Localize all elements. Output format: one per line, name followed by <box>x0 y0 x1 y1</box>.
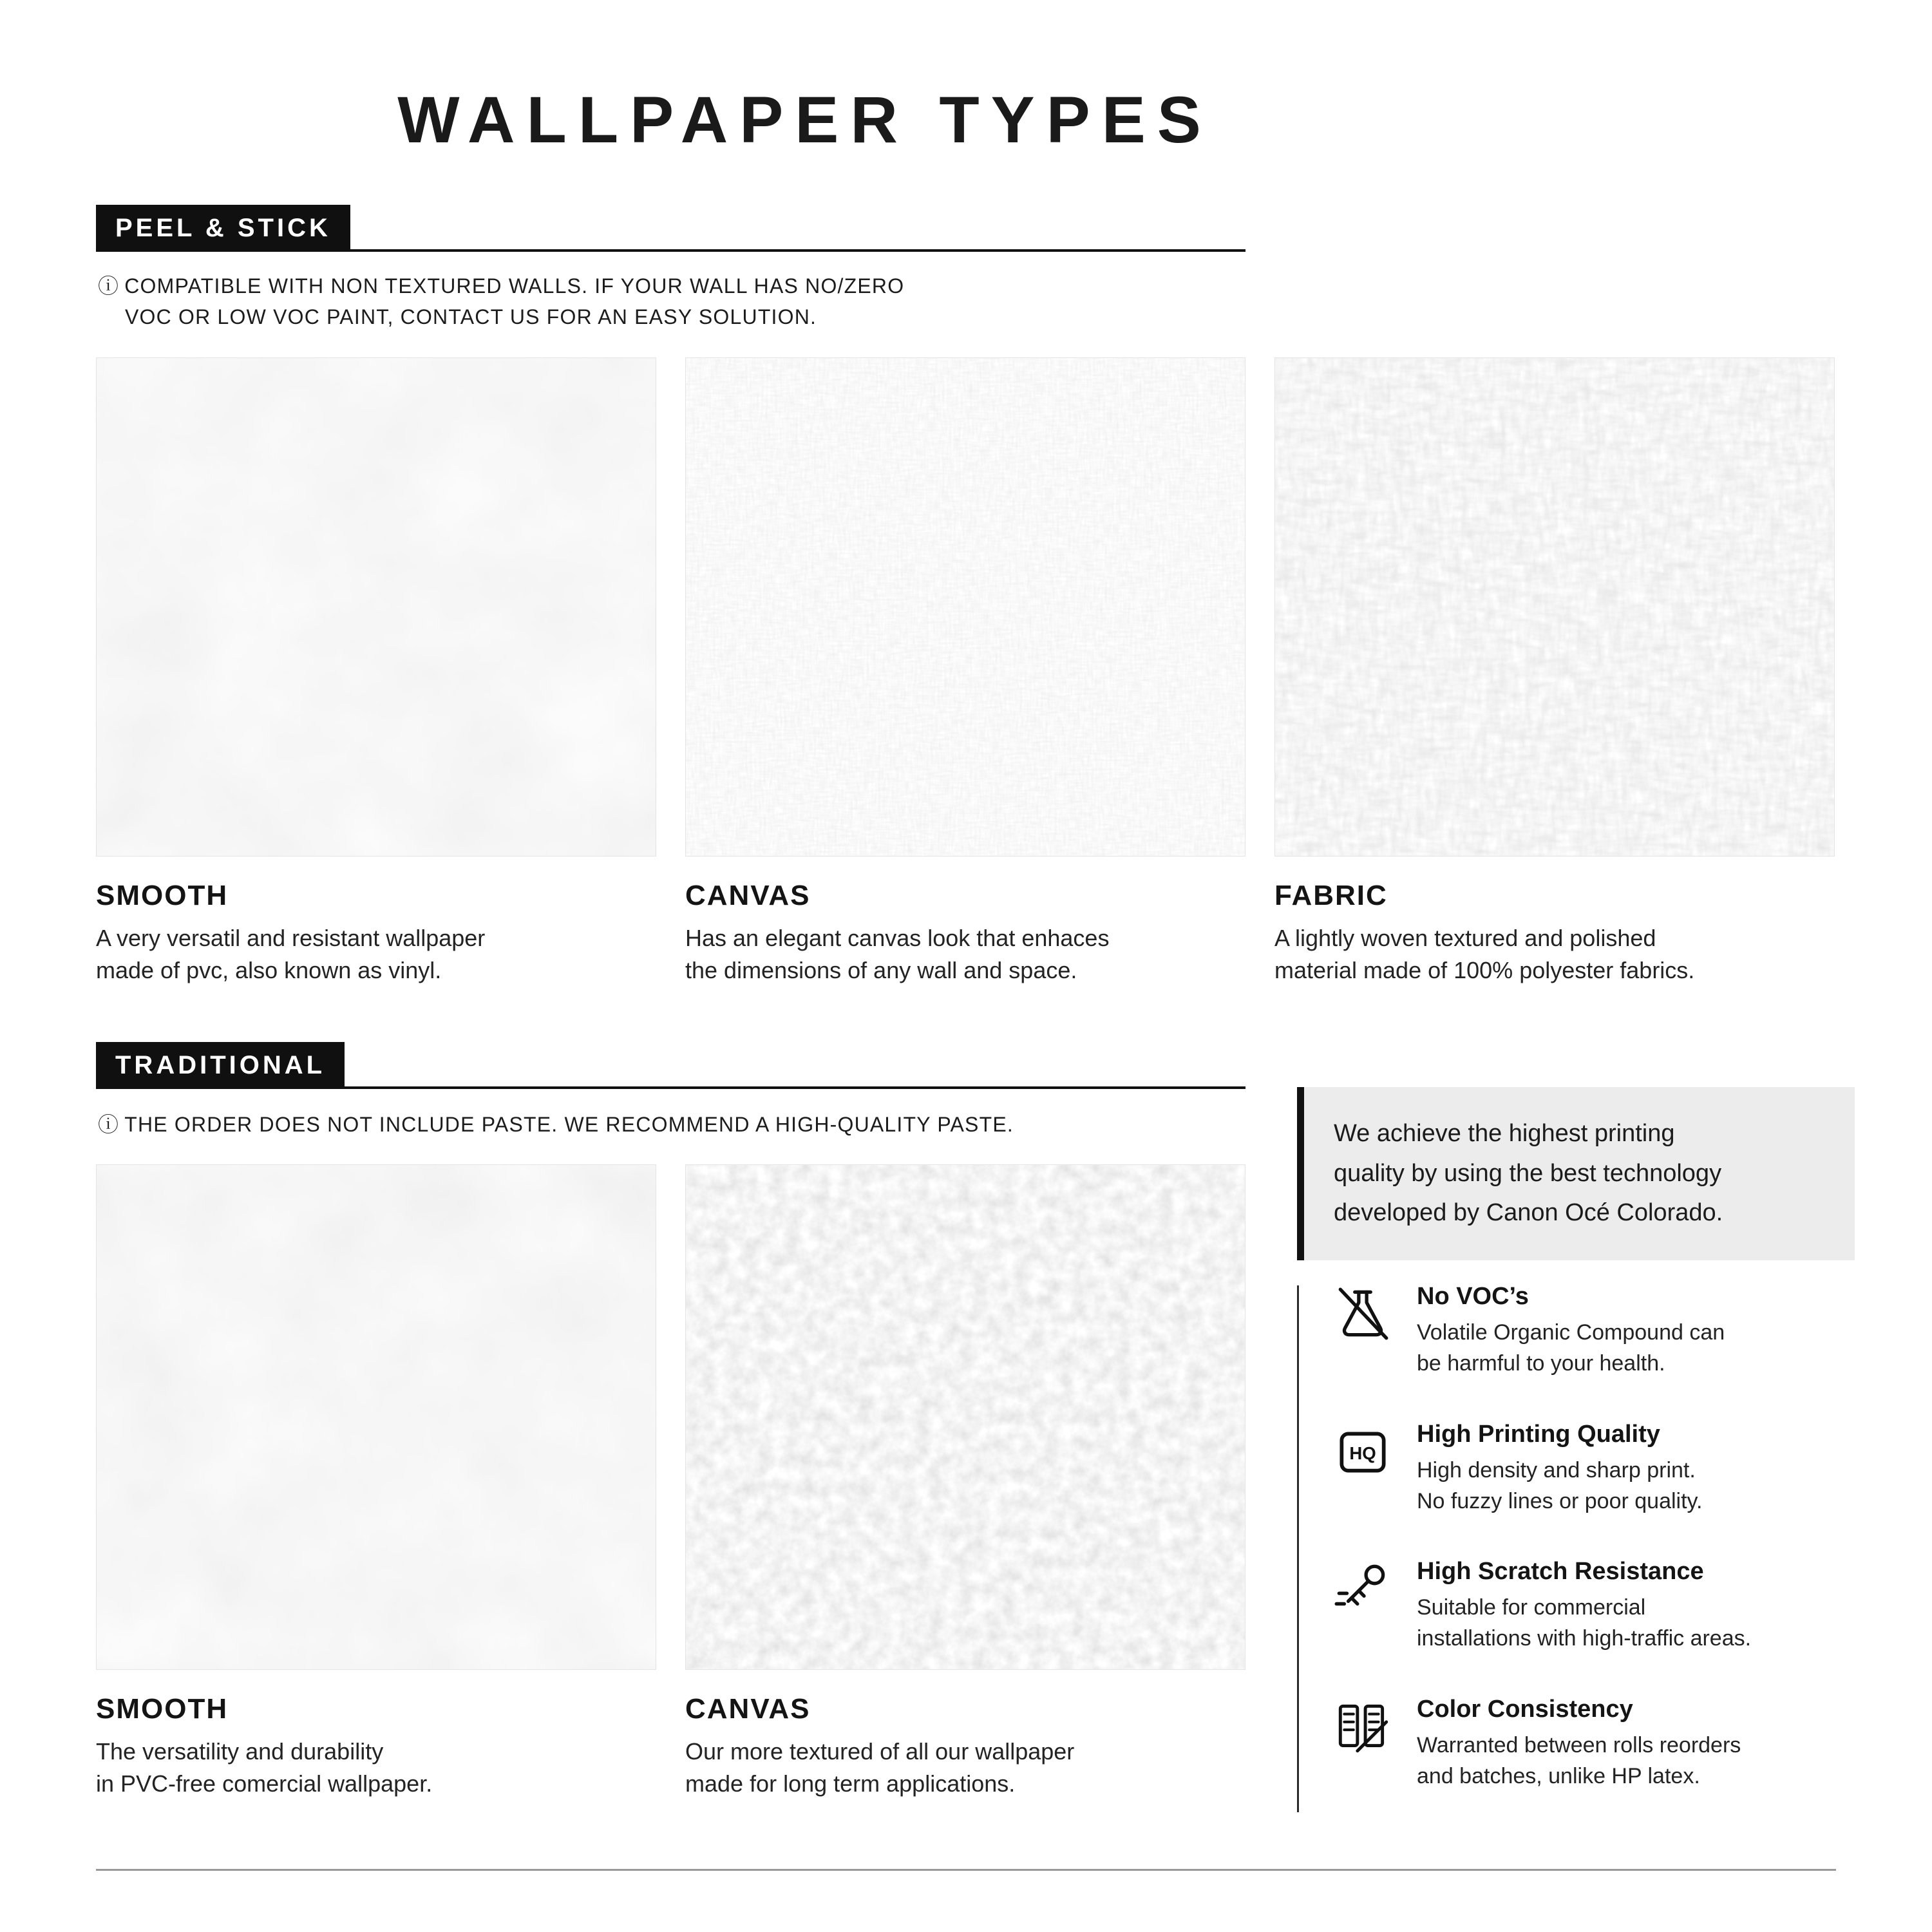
scratch-resistance-icon <box>1329 1558 1396 1654</box>
feature-text <box>1417 1283 1725 1379</box>
swatch-description <box>96 922 656 986</box>
swatch-description <box>685 922 1245 986</box>
quality-line: quality by using the best technology <box>1334 1159 1722 1187</box>
peel-stick-swatches <box>96 357 1835 986</box>
feature-title: High Printing Quality <box>1417 1420 1660 1448</box>
feature-title: High Scratch Resistance <box>1417 1558 1704 1586</box>
feature-title: Color Consistency <box>1417 1695 1633 1723</box>
smooth-texture-image <box>96 1164 656 1670</box>
desc-line: The versatility and durability <box>96 1738 384 1765</box>
desc-line: No fuzzy lines or poor quality. <box>1417 1488 1703 1513</box>
info-icon: ⓘ <box>98 274 120 298</box>
printing-quality-callout <box>1297 1087 1855 1260</box>
desc-line: Our more textured of all our wallpaper <box>685 1738 1075 1765</box>
swatch-fabric-peel <box>1274 357 1835 986</box>
traditional-swatches <box>96 1164 1245 1799</box>
color-swatch-icon <box>1329 1696 1396 1792</box>
feature-high-printing-quality <box>1297 1421 1877 1517</box>
traditional-label: TRADITIONAL <box>96 1042 345 1089</box>
note-text: THE ORDER DOES NOT INCLUDE PASTE. WE RECOMMEND A HIGH-QUALITY PASTE. <box>124 1113 1014 1136</box>
desc-line: Suitable for commercial <box>1417 1595 1646 1620</box>
desc-line: and batches, unlike HP latex. <box>1417 1763 1700 1788</box>
feature-description <box>1417 1455 1702 1517</box>
swatch-smooth-peel <box>96 357 656 986</box>
note-text: VOC OR LOW VOC PAINT, CONTACT US FOR AN EASY SOLUTION. <box>125 305 817 328</box>
swatch-name: FABRIC <box>1274 880 1388 911</box>
note-text: COMPATIBLE WITH NON TEXTURED WALLS. IF YOUR WALL HAS NO/ZERO <box>124 274 905 298</box>
swatch-description <box>685 1736 1245 1799</box>
quality-line: developed by Canon Océ Colorado. <box>1334 1199 1723 1227</box>
swatch-name: SMOOTH <box>96 1693 229 1725</box>
feature-description <box>1417 1317 1725 1379</box>
section-rule <box>345 1086 1245 1089</box>
peel-and-stick-note <box>98 270 904 332</box>
info-icon: ⓘ <box>98 1112 120 1137</box>
desc-line: material made of 100% polyester fabrics. <box>1274 956 1695 983</box>
traditional-header <box>96 1042 1245 1089</box>
traditional-note <box>98 1109 1014 1140</box>
swatch-canvas-peel <box>685 357 1245 986</box>
swatch-canvas-traditional <box>685 1164 1245 1799</box>
rough-canvas-texture-image <box>685 1164 1245 1670</box>
feature-no-voc <box>1297 1283 1877 1379</box>
feature-text <box>1417 1558 1751 1654</box>
quality-line: We achieve the highest printing <box>1334 1120 1675 1147</box>
feature-color-consistency <box>1297 1696 1877 1792</box>
peel-and-stick-label: PEEL & STICK <box>96 205 350 252</box>
feature-text <box>1417 1696 1741 1792</box>
swatch-smooth-traditional <box>96 1164 656 1799</box>
swatch-name: SMOOTH <box>96 880 229 911</box>
desc-line: the dimensions of any wall and space. <box>685 956 1077 983</box>
desc-line: be harmful to your health. <box>1417 1351 1665 1376</box>
feature-scratch-resistance <box>1297 1558 1877 1654</box>
desc-line: High density and sharp print. <box>1417 1457 1696 1482</box>
feature-description <box>1417 1592 1751 1654</box>
swatch-description <box>96 1736 656 1799</box>
peel-and-stick-header <box>96 205 1245 252</box>
desc-line: Warranted between rolls reorders <box>1417 1732 1741 1757</box>
section-rule <box>350 249 1245 252</box>
desc-line: made for long term applications. <box>685 1770 1016 1797</box>
swatch-description <box>1274 922 1835 986</box>
bottom-divider <box>96 1869 1836 1871</box>
desc-line: A lightly woven textured and polished <box>1274 925 1656 951</box>
note-line <box>98 1109 1014 1140</box>
no-voc-icon <box>1329 1283 1396 1379</box>
canvas-texture-image <box>685 357 1245 857</box>
desc-line: in PVC-free comercial wallpaper. <box>96 1770 433 1797</box>
feature-description <box>1417 1730 1741 1792</box>
features-list <box>1297 1283 1877 1792</box>
swatch-name: CANVAS <box>685 880 811 911</box>
page-title: WALLPAPER TYPES <box>397 83 1213 156</box>
svg-text:HQ: HQ <box>1349 1443 1376 1463</box>
feature-title: No VOC’s <box>1417 1283 1529 1310</box>
note-line <box>98 270 904 301</box>
desc-line: Volatile Organic Compound can <box>1417 1320 1725 1345</box>
desc-line: made of pvc, also known as vinyl. <box>96 956 442 983</box>
fabric-texture-image <box>1274 357 1835 857</box>
smooth-texture-image <box>96 357 656 857</box>
high-quality-icon <box>1329 1421 1396 1517</box>
feature-text <box>1417 1421 1702 1517</box>
desc-line: installations with high-traffic areas. <box>1417 1626 1752 1651</box>
desc-line: Has an elegant canvas look that enhaces <box>685 925 1110 951</box>
desc-line: A very versatil and resistant wallpaper <box>96 925 486 951</box>
swatch-name: CANVAS <box>685 1693 811 1725</box>
